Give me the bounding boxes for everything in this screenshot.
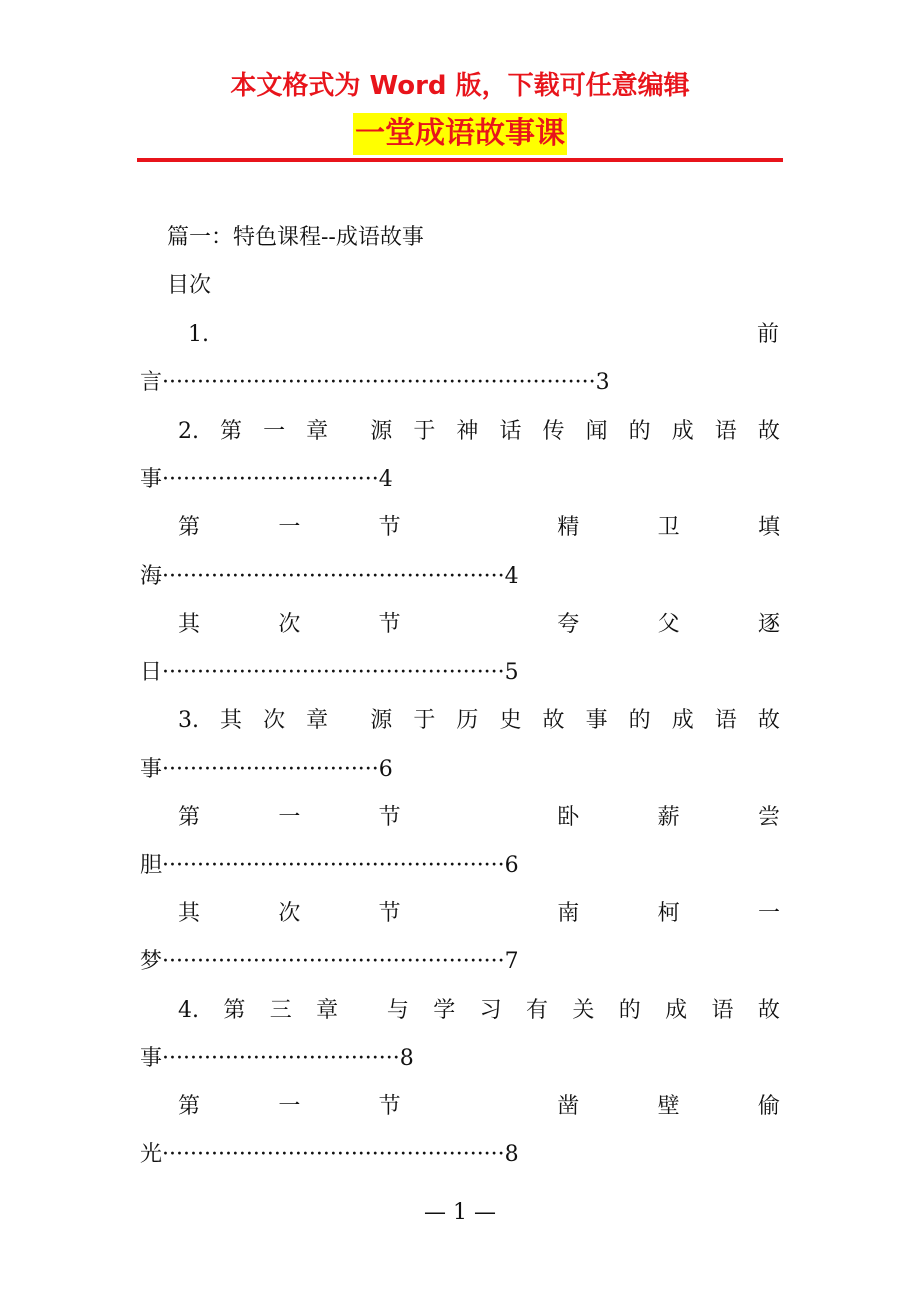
toc-char: 史 — [499, 708, 522, 733]
toc-char: 的 — [628, 419, 651, 444]
toc-char: 节 — [378, 1094, 401, 1119]
toc-char: 卫 — [657, 515, 680, 540]
download-banner: 本文格式为 Word 版，下载可任意编辑 — [230, 71, 690, 101]
toc-char: 源 — [370, 708, 393, 733]
toc-char: 次 — [278, 901, 301, 926]
toc-char: 父 — [657, 612, 680, 637]
toc-char: 故 — [757, 998, 780, 1023]
toc-entry-2 — [178, 417, 780, 447]
toc-char: 故 — [757, 419, 780, 444]
toc-label: 目次 — [167, 273, 212, 298]
toc-entry-3-cont: 海·················································4 — [140, 564, 519, 589]
toc-char: 4. — [178, 998, 199, 1023]
toc-char: 源 — [370, 419, 393, 444]
toc-char: 次 — [278, 612, 301, 637]
toc-char: 南 — [557, 901, 580, 926]
toc-char: 成 — [671, 419, 694, 444]
toc-char: 其 — [178, 901, 201, 926]
toc-entry-1-tail: 前 — [756, 322, 779, 347]
section-heading: 篇一：特色课程--成语故事 — [167, 225, 424, 250]
toc-char: 第 — [220, 419, 243, 444]
toc-char: 次 — [263, 708, 286, 733]
toc-entry-5-cont: 事·······························6 — [140, 757, 393, 782]
toc-char: 三 — [269, 998, 292, 1023]
toc-char: 历 — [456, 708, 479, 733]
toc-char: 第 — [223, 998, 246, 1023]
toc-char: 逐 — [757, 612, 780, 637]
toc-entry-3 — [178, 513, 780, 543]
toc-char: 有 — [525, 998, 548, 1023]
toc-entry-6 — [178, 803, 780, 833]
toc-char: 节 — [378, 901, 401, 926]
document-title: 一堂成语故事课 — [353, 113, 567, 155]
toc-char: 神 — [456, 419, 479, 444]
toc-entry-7-cont: 梦·················································7 — [140, 949, 519, 974]
toc-char: 精 — [557, 515, 580, 540]
title-divider — [137, 158, 783, 162]
toc-char: 闻 — [585, 419, 608, 444]
toc-char: 节 — [378, 805, 401, 830]
toc-entry-6-cont: 胆·················································6 — [140, 853, 519, 878]
toc-char: 第 — [178, 805, 201, 830]
toc-char: 与 — [386, 998, 409, 1023]
toc-char: 事 — [585, 708, 608, 733]
toc-char: 章 — [306, 419, 329, 444]
toc-char: 学 — [433, 998, 456, 1023]
toc-char: 传 — [542, 419, 565, 444]
toc-char: 于 — [413, 708, 436, 733]
toc-entry-1-cont: 言······························································3 — [140, 370, 610, 395]
toc-char: 一 — [278, 515, 301, 540]
toc-entry-7 — [178, 899, 780, 929]
toc-char: 语 — [714, 708, 737, 733]
toc-char: 语 — [711, 998, 734, 1023]
toc-char: 节 — [378, 612, 401, 637]
toc-entry-4-cont: 日·················································5 — [140, 660, 519, 685]
toc-char: 填 — [757, 515, 780, 540]
toc-char: 故 — [757, 708, 780, 733]
toc-entry-2-cont: 事·······························4 — [140, 467, 393, 492]
toc-char: 话 — [499, 419, 522, 444]
toc-char: 章 — [306, 708, 329, 733]
toc-char: 一 — [757, 901, 780, 926]
toc-char: 第 — [178, 1094, 201, 1119]
toc-char: 的 — [618, 998, 641, 1023]
toc-char: 3. — [178, 708, 199, 733]
toc-entry-1-number: 1. — [188, 322, 209, 347]
toc-char: 习 — [479, 998, 502, 1023]
toc-char: 薪 — [657, 805, 680, 830]
toc-entry-8 — [178, 996, 780, 1026]
toc-char: 于 — [413, 419, 436, 444]
toc-char: 故 — [542, 708, 565, 733]
page-number: — 1 — — [424, 1200, 496, 1225]
toc-char: 壁 — [657, 1094, 680, 1119]
toc-char: 其 — [220, 708, 243, 733]
toc-entry-9 — [178, 1092, 780, 1122]
toc-entry-4 — [178, 610, 780, 640]
toc-char: 偷 — [757, 1094, 780, 1119]
toc-entry-8-cont: 事··································8 — [140, 1046, 414, 1071]
toc-char: 成 — [671, 708, 694, 733]
toc-char: 一 — [263, 419, 286, 444]
toc-char: 成 — [665, 998, 688, 1023]
toc-char: 章 — [316, 998, 339, 1023]
toc-char: 柯 — [657, 901, 680, 926]
toc-char: 一 — [278, 805, 301, 830]
toc-char: 节 — [378, 515, 401, 540]
toc-char: 语 — [714, 419, 737, 444]
toc-char: 2. — [178, 419, 199, 444]
toc-char: 卧 — [557, 805, 580, 830]
toc-char: 的 — [628, 708, 651, 733]
toc-char: 其 — [178, 612, 201, 637]
toc-char: 关 — [572, 998, 595, 1023]
toc-char: 凿 — [557, 1094, 580, 1119]
toc-entry-9-cont: 光·················································8 — [140, 1142, 519, 1167]
toc-entry-5 — [178, 706, 780, 736]
toc-char: 一 — [278, 1094, 301, 1119]
toc-char: 夸 — [557, 612, 580, 637]
toc-char: 尝 — [757, 805, 780, 830]
toc-char: 第 — [178, 515, 201, 540]
title-wrap — [0, 113, 920, 155]
